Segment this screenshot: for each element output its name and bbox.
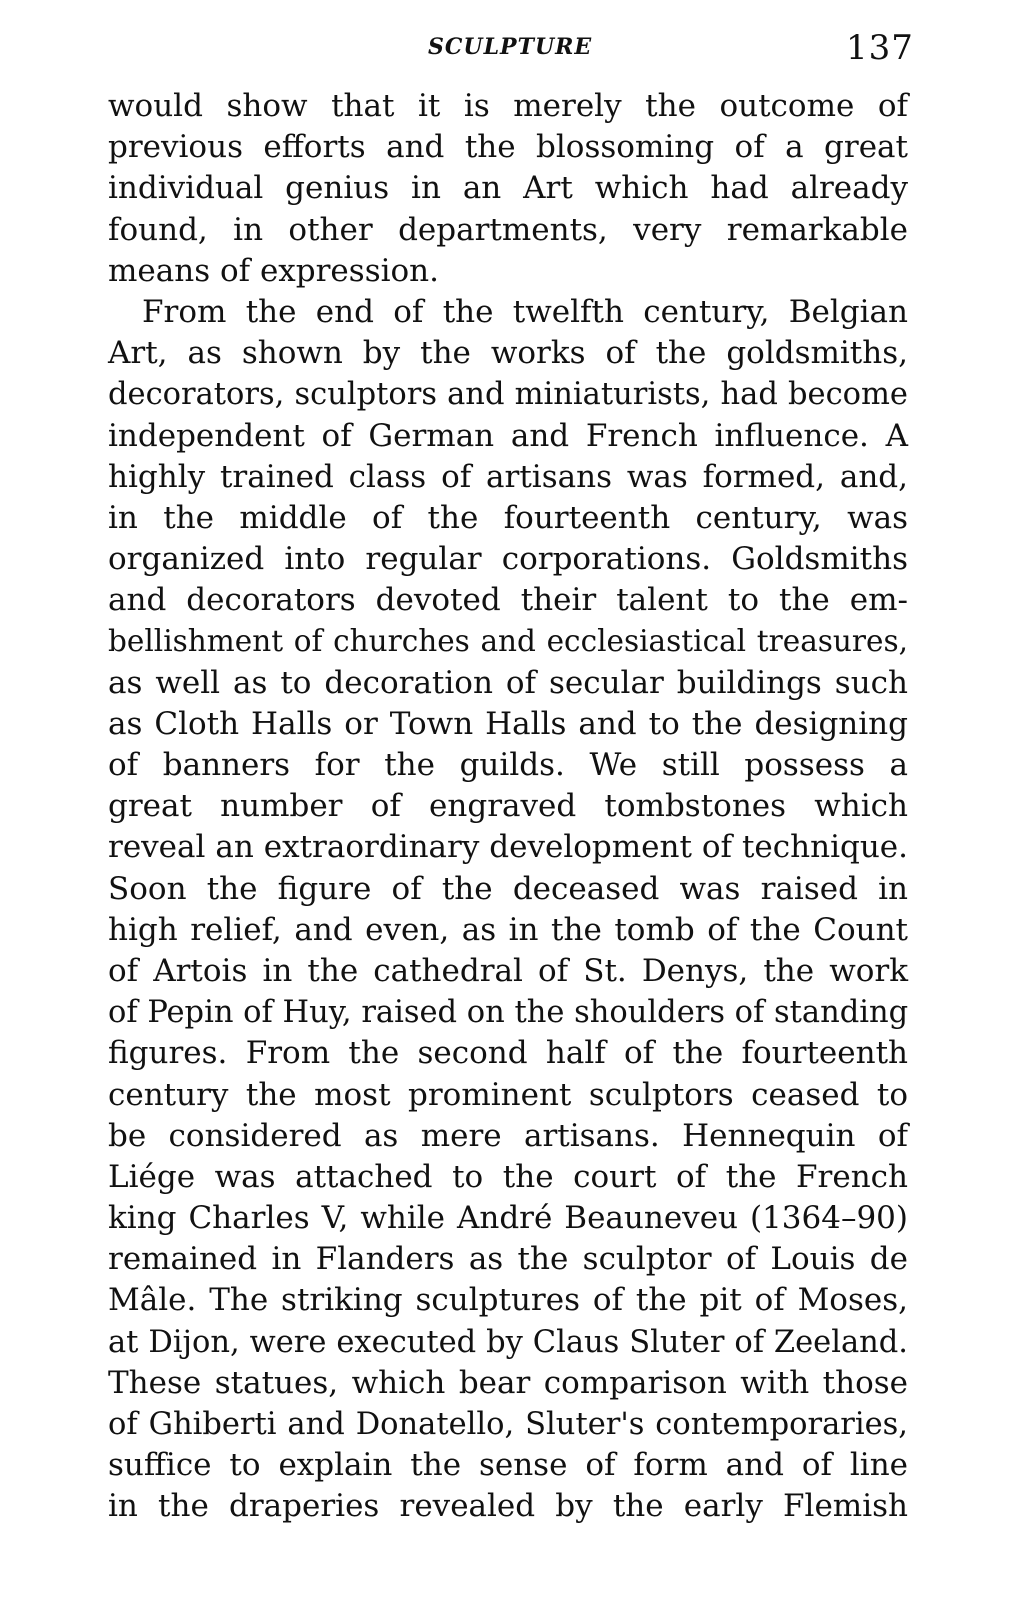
text-line: means of expression. <box>108 252 439 289</box>
text-line: found, in other departments, very remarkable <box>108 211 908 248</box>
text-line: reveal an extraordinary development of technique. <box>108 829 908 866</box>
text-line: Soon the figure of the deceased was raised in <box>108 870 908 907</box>
text-line: decorators, sculptors and miniaturists, had become <box>108 377 908 413</box>
page-number: 137 <box>846 28 914 68</box>
running-title: SCULPTURE <box>428 34 593 60</box>
text-line: Mâle. The striking sculptures of the pit of Moses, <box>108 1282 908 1319</box>
text-line: of Ghiberti and Donatello, Sluter's contemporaries, <box>108 1407 908 1442</box>
text-line: previous efforts and the blossoming of a great <box>108 129 908 166</box>
text-line: of Pepin of Huy, raised on the shoulders of standing <box>108 995 909 1031</box>
text-line: remained in Flanders as the sculptor of Louis de <box>108 1241 908 1278</box>
text-line: century the most prominent sculptors ceased to <box>108 1076 908 1113</box>
text-line: would show that it is merely the outcome of <box>108 88 908 124</box>
text-line: of banners for the guilds. We still possess a <box>108 747 908 783</box>
text-line: highly trained class of artisans was formed, and, <box>108 458 908 495</box>
paragraph-2 <box>108 292 908 1528</box>
text-line: figures. From the second half of the fourteenth <box>108 1035 908 1072</box>
text-line: as Cloth Halls or Town Halls and to the designing <box>108 705 908 742</box>
text-line: bellishment of churches and ecclesiastical treasures, <box>108 624 908 659</box>
text-line: organized into regular corporations. Goldsmiths <box>108 541 908 578</box>
body-text <box>108 86 908 1528</box>
text-line: of Artois in the cathedral of St. Denys, the work <box>108 952 908 989</box>
text-line: individual genius in an Art which had already <box>108 170 908 207</box>
text-line: independent of German and French influence. A <box>108 417 908 454</box>
text-line: be considered as mere artisans. Hennequin of <box>108 1117 908 1154</box>
text-line: king Charles V, while André Beauneveu (1364–90) <box>108 1200 908 1237</box>
text-line: These statues, which bear comparison with those <box>108 1364 908 1401</box>
running-head <box>0 26 1035 66</box>
text-line: Art, as shown by the works of the goldsmiths, <box>108 335 908 372</box>
text-line: From the end of the twelfth century, Belgian <box>142 293 908 330</box>
text-line: at Dijon, were executed by Claus Sluter of Zeeland. <box>108 1324 908 1360</box>
text-line: as well as to decoration of secular buildings such <box>108 664 908 701</box>
paragraph-1 <box>108 86 908 292</box>
text-line: great number of engraved tombstones which <box>108 788 908 825</box>
text-line: Liége was attached to the court of the French <box>108 1158 908 1195</box>
text-line: in the middle of the fourteenth century, was <box>108 499 908 536</box>
text-line: high relief, and even, as in the tomb of the Count <box>108 911 908 948</box>
text-line: suffice to explain the sense of form and of line <box>108 1447 908 1484</box>
text-line: and decorators devoted their talent to the em- <box>108 582 908 619</box>
text-line: in the draperies revealed by the early Flemish <box>108 1488 908 1525</box>
